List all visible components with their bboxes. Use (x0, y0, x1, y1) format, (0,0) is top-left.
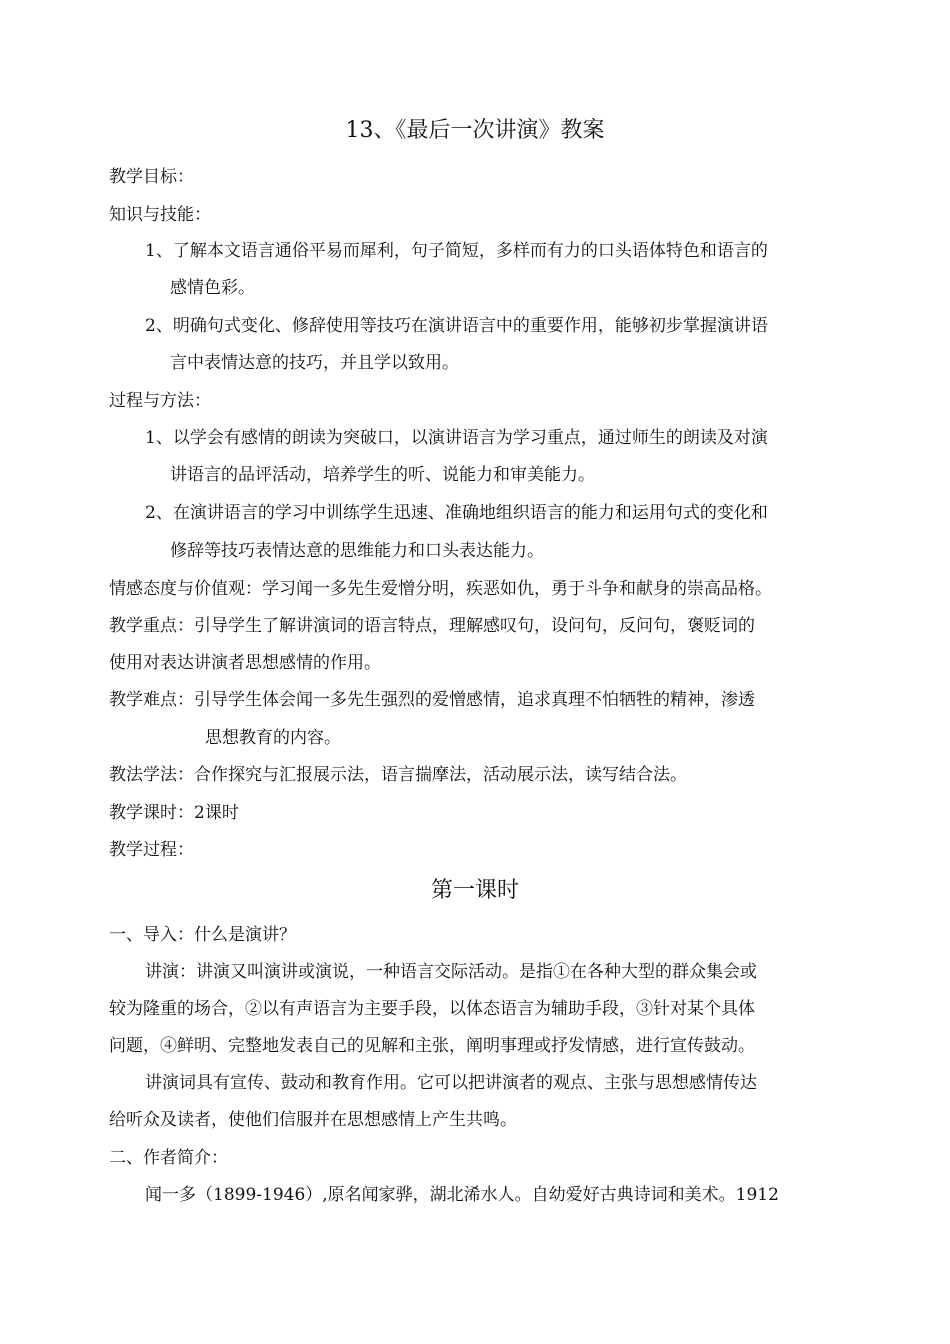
knowledge-heading: 知识与技能： (109, 205, 211, 225)
knowledge-item-2: 2、明确句式变化、修辞使用等技巧在演讲语言中的重要作用，能够初步掌握演讲语 (145, 316, 768, 336)
objectives-heading: 教学目标： (109, 167, 194, 187)
document-title: 13、《最后一次讲演》教案 (345, 118, 605, 143)
difficult-point-cont: 思想教育的内容。 (205, 728, 341, 748)
intro-heading: 一、导入：什么是演讲？ (109, 925, 296, 945)
process-item-1: 1、以学会有感情的朗读为突破口，以演讲语言为学习重点，通过师生的朗读及对演 (145, 428, 768, 448)
teaching-hours: 教学课时：2课时 (109, 803, 239, 823)
author-paragraph: 闻一多（1899-1946）,原名闻家骅，湖北浠水人。自幼爱好古典诗词和美术。1912 (145, 1185, 779, 1205)
lesson-title: 第一课时 (430, 878, 519, 903)
process-heading: 过程与方法： (109, 391, 211, 411)
process-item-2-cont: 修辞等技巧表情达意的思维能力和口头表达能力。 (170, 541, 544, 561)
knowledge-item-1-cont: 感情色彩。 (170, 278, 255, 298)
author-heading: 二、作者简介： (109, 1148, 228, 1168)
teaching-methods: 教法学法：合作探究与汇报展示法，语言揣摩法，活动展示法，读写结合法。 (109, 765, 687, 785)
difficult-point: 教学难点：引导学生体会闻一多先生强烈的爱憎感情，追求真理不怕牺牲的精神，渗透 (109, 690, 755, 710)
intro-paragraph-2: 讲演词具有宣传、鼓动和教育作用。它可以把讲演者的观点、主张与思想感情传达 (145, 1073, 757, 1093)
intro-paragraph-1-line-2: 较为隆重的场合，②以有声语言为主要手段，以体态语言为辅助手段，③针对某个具体 (109, 999, 755, 1019)
key-point-cont: 使用对表达讲演者思想感情的作用。 (109, 653, 381, 673)
process-label: 教学过程： (109, 840, 194, 860)
process-item-1-cont: 讲语言的品评活动，培养学生的听、说能力和审美能力。 (170, 465, 595, 485)
key-point: 教学重点：引导学生了解讲演词的语言特点，理解感叹句，设问句，反问句，褒贬词的 (109, 616, 755, 636)
intro-paragraph-1: 讲演：讲演又叫演讲或演说，一种语言交际活动。是指①在各种大型的群众集会或 (145, 962, 757, 982)
emotion-goal: 情感态度与价值观：学习闻一多先生爱憎分明，疾恶如仇，勇于斗争和献身的崇高品格。 (109, 579, 772, 599)
intro-paragraph-2-line-2: 给听众及读者，使他们信服并在思想感情上产生共鸣。 (109, 1110, 517, 1130)
knowledge-item-2-cont: 言中表情达意的技巧，并且学以致用。 (170, 353, 459, 373)
intro-paragraph-1-line-3: 问题，④鲜明、完整地发表自己的见解和主张，阐明事理或抒发情感，进行宣传鼓动。 (109, 1036, 755, 1056)
process-item-2: 2、在演讲语言的学习中训练学生迅速、准确地组织语言的能力和运用句式的变化和 (145, 503, 768, 523)
knowledge-item-1: 1、了解本文语言通俗平易而犀利，句子简短，多样而有力的口头语体特色和语言的 (145, 241, 768, 261)
